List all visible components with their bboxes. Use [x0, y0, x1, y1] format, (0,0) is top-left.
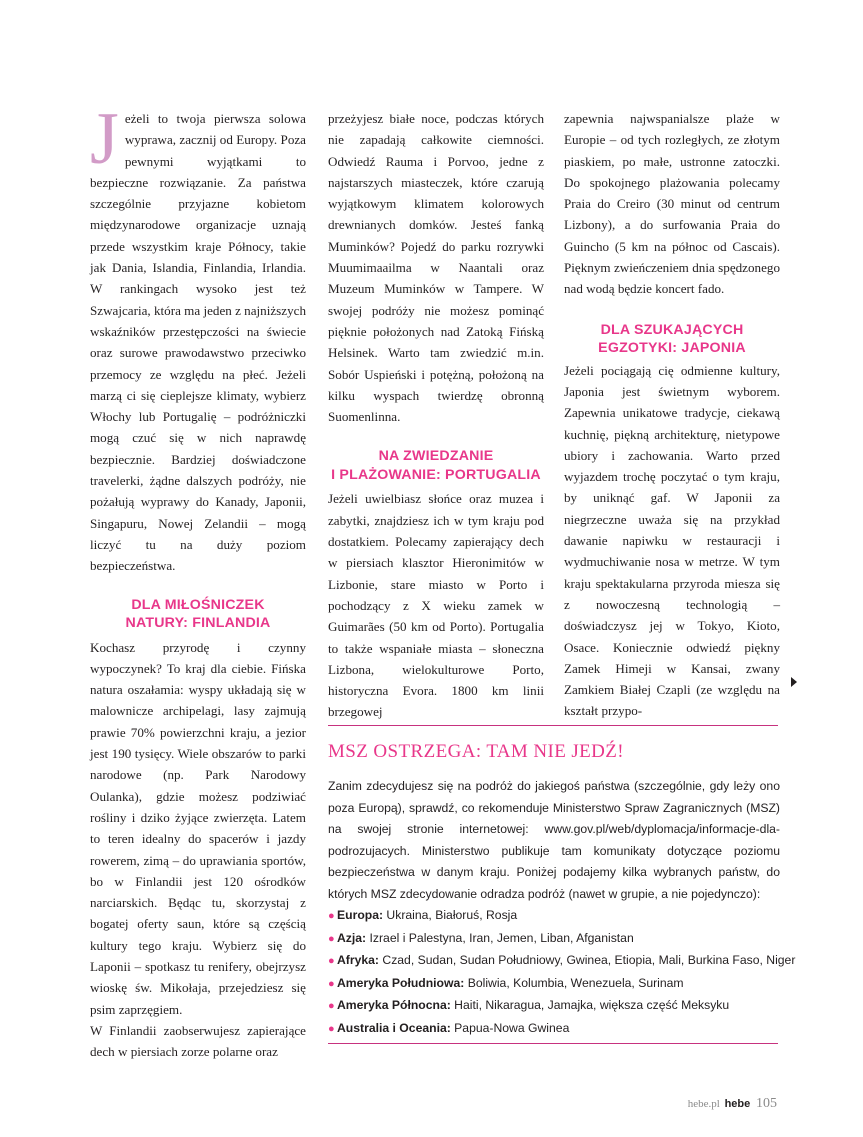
section-heading-finlandia: [90, 596, 306, 633]
country-list: [328, 905, 796, 1040]
section-heading-line: I PLAŻOWANIE: PORTUGALIA: [331, 466, 541, 483]
section-heading-line: DLA MIŁOŚNICZEK: [131, 596, 265, 613]
finlandia-text: Kochasz przyrodę i czynny wypoczynek? To kraj dla ciebie. Fińska natura oszałamia: wyspy układają się w malownicze archipelagi, lasy zajmują prawie 70% powierzchni kraju, a jezior jest 190 tysięcy. Wiele obszarów to parki narodowe (np. Park Narodowy Oulanka), gdzie możesz podziwiać rośliny i dziko żyjące zwierzęta. Latem to teren idealny do spacerów i jazdy rowerem, zimą – do uprawiania sportów, bo w Finlandii jest 120 ośrodków narciarskich. Będąc tu, skorzystaj z bogatej oferty saun, które są częścią kultury tego kraju. Wybierz się do Laponii – spotkasz tu renifery, obejrzysz wioskę św. Mikołaja, przejedziesz się psim zaprzęgiem.: [90, 639, 306, 1017]
country-names: Papua-Nowa Gwinea: [450, 1020, 570, 1035]
country-list-item: [328, 973, 780, 996]
section-heading-line: DLA SZUKAJĄCYCH: [600, 321, 744, 338]
footer-site: hebe.pl: [687, 1098, 720, 1110]
country-names: Ukraina, Białoruś, Rosja: [383, 908, 518, 922]
japonia-paragraph: Jeżeli pociągają cię odmienne kultury, Japonia jest świetnym wyborem. Zapewnia unikatowe tradycje, ciekawą kuchnię, piękną architekturę, nietypowe ubiory i zachowania. Warto przed wyjazdem trochę poczytać o tym kraju, by uniknąć gaf. W Japonii za niegrzeczne uważa się na przykład dawanie napiwku w restauracji i wydmuchiwanie nosa w metrze. W tym kraju spektakularna przyroda miesza się z nowoczesną technologią – doświadczysz jej w Tokyo, Kioto, Osace. Koniecznie odwiedź piękny Zamek Himeji w Kansai, zwany Zamkiem Białej Czapli (ze względu na kształt przypo-: [564, 362, 780, 719]
bullet-icon: ●: [328, 1000, 335, 1012]
bullet-icon: ●: [328, 977, 335, 990]
section-heading-line: NATURY: FINLANDIA: [125, 615, 271, 632]
box-top-rule: [328, 725, 778, 726]
country-list-item: [328, 950, 796, 973]
country-names: Haiti, Nikaragua, Jamajka, większa część Meksyku: [450, 998, 730, 1012]
intro-paragraph-block: [90, 98, 306, 577]
page-footer: [688, 1096, 777, 1112]
bullet-icon: ●: [328, 1022, 335, 1035]
bullet-icon: ●: [328, 910, 335, 922]
country-names: Czad, Sudan, Sudan Południowy, Gwinea, Etiopia, Mali, Burkina Faso, Niger: [379, 953, 796, 967]
bullet-icon: ●: [328, 932, 335, 945]
country-list-item: [328, 905, 780, 928]
article-column-1: [90, 98, 306, 1062]
box-intro: Zanim zdecydujesz się na podróż do jakiegoś państwa (szczególnie, gdy leży ono poza Europą), sprawdź, co rekomenduje Ministerstwo Spraw Zagranicznych (MSZ) na swojej stronie internetowej: www.gov.pl/web/dyplomacja/informacje-dla-podrozujacych. Ministerstwo publikuje tam komunikaty dotyczące poziomu bezpieczeństwa w danym kraju. Poniżej podajemy kilka wybranych państw, do których MSZ zdecydowanie odradza podróż (nawet w grupie, a nie pojedynczo):: [328, 779, 780, 901]
box-bottom-rule: [328, 1043, 778, 1044]
intro-paragraph: eżeli to twoja pierwsza solowa wyprawa, zacznij od Europy. Poza pewnymi wyjątkami to bezpieczne rozwiązanie. Za państwa szczególnie przyjazne kobietom międzynarodowe organizacje uznają przede wszystkim kraje Północy, takie jak Dania, Islandia, Finlandia, Irlandia. W rankingach wysoko jest też Szwajcaria, która ma jeden z najniższych wskaźników przestępczości na świecie oraz surowe prawodawstwo przeciwko przemocy ze względu na płeć. Jeżeli marzą ci się cieplejsze klimaty, wybierz Włochy lub Portugalię – podróżniczki mogą czuć się w nich naprawdę bezpiecznie. Bardziej doświadczone travelerki, żądne dalszych podróży, nie pożałują wyprawy do Kanady, Japonii, Singapuru, Nowej Zelandii – mogą liczyć tu na duży poziom bezpieczeństwa.: [90, 111, 306, 574]
section-heading-japonia: [564, 321, 780, 358]
country-names: Boliwia, Kolumbia, Wenezuela, Surinam: [464, 975, 684, 990]
region-name: Azja:: [337, 930, 367, 945]
bullet-icon: ●: [328, 955, 335, 967]
region-name: Europa:: [337, 908, 384, 922]
country-list-item: [328, 928, 780, 951]
country-list-item: [328, 1018, 780, 1041]
finlandia-paragraph: [90, 637, 306, 1063]
region-name: Afryka:: [337, 953, 379, 967]
country-list-item: [328, 995, 780, 1018]
drop-cap: J: [90, 98, 119, 180]
footer-brand-logo: hebe: [724, 1098, 751, 1110]
section-heading-line: NA ZWIEDZANIE: [378, 448, 494, 465]
portugalia-paragraph-continued: zapewnia najwspanialsze plaże w Europie – od tych rozległych, ze złotym piaskiem, po małe, ustronne zatoczki. Do spokojnego plażowania polecamy Praia do Creiro (30 minut od centrum Lizbony), a do surfowania Praia do Guincho (5 km na północ od Cascais). Pięknym zwieńczeniem dnia spędzonego nad wodą będzie koncert fado.: [564, 111, 780, 297]
article-column-3: [564, 108, 780, 722]
msz-warning-box: [328, 740, 796, 1040]
portugalia-paragraph: Jeżeli uwielbiasz słońce oraz muzea i zabytki, znajdziesz ich w tym kraju pod dostatkiem. Polecamy zapierający dech w piersiach klasztor Hieronimitów w Lizbonie, stare miasto w Porto i pochodzący z X wieku zamek w Guimarães (50 km od Porto). Portugalia to także wspaniałe miasta – słoneczna Lizbona, wielokulturowe Porto, historyczna Evora. 1800 km linii brzegowej: [328, 491, 544, 720]
region-name: Ameryka Południowa:: [337, 975, 465, 990]
region-name: Australia i Oceania:: [337, 1020, 451, 1035]
box-title: MSZ OSTRZEGA: TAM NIE JEDŹ!: [328, 741, 625, 762]
country-names: Izrael i Palestyna, Iran, Jemen, Liban, Afganistan: [366, 930, 634, 945]
article-column-2: [328, 108, 544, 723]
page-number: 105: [756, 1096, 777, 1111]
section-heading-portugalia: [328, 447, 544, 484]
finlandia-paragraph-continued: przeżyjesz białe noce, podczas których nie zapadają całkowite ciemności. Odwiedź Rauma i Porvoo, jedne z najstarszych miasteczek, które czarują wyjątkowym klimatem kolorowych drewnianych domków. Jesteś fanką Muminków? Pojedź do parku rozrywki Muumimaailma w Naantali oraz Muzeum Muminków w Tampere. W swojej podróży nie możesz pominąć pięknie położonych nad Zatoką Fińską Helsinek. Warto tam zwiedzić m.in. Sobór Uspieński i potężną, położoną na kilku wyspach twierdzę obronną Suomenlinna.: [328, 111, 544, 425]
region-name: Ameryka Północna:: [337, 998, 451, 1012]
finlandia-text-second: W Finlandii zaobserwujesz zapierające dech w piersiach zorze polarne oraz: [90, 1022, 306, 1060]
section-heading-line: EGZOTYKI: JAPONIA: [598, 340, 746, 357]
continue-arrow-icon: [791, 677, 797, 687]
